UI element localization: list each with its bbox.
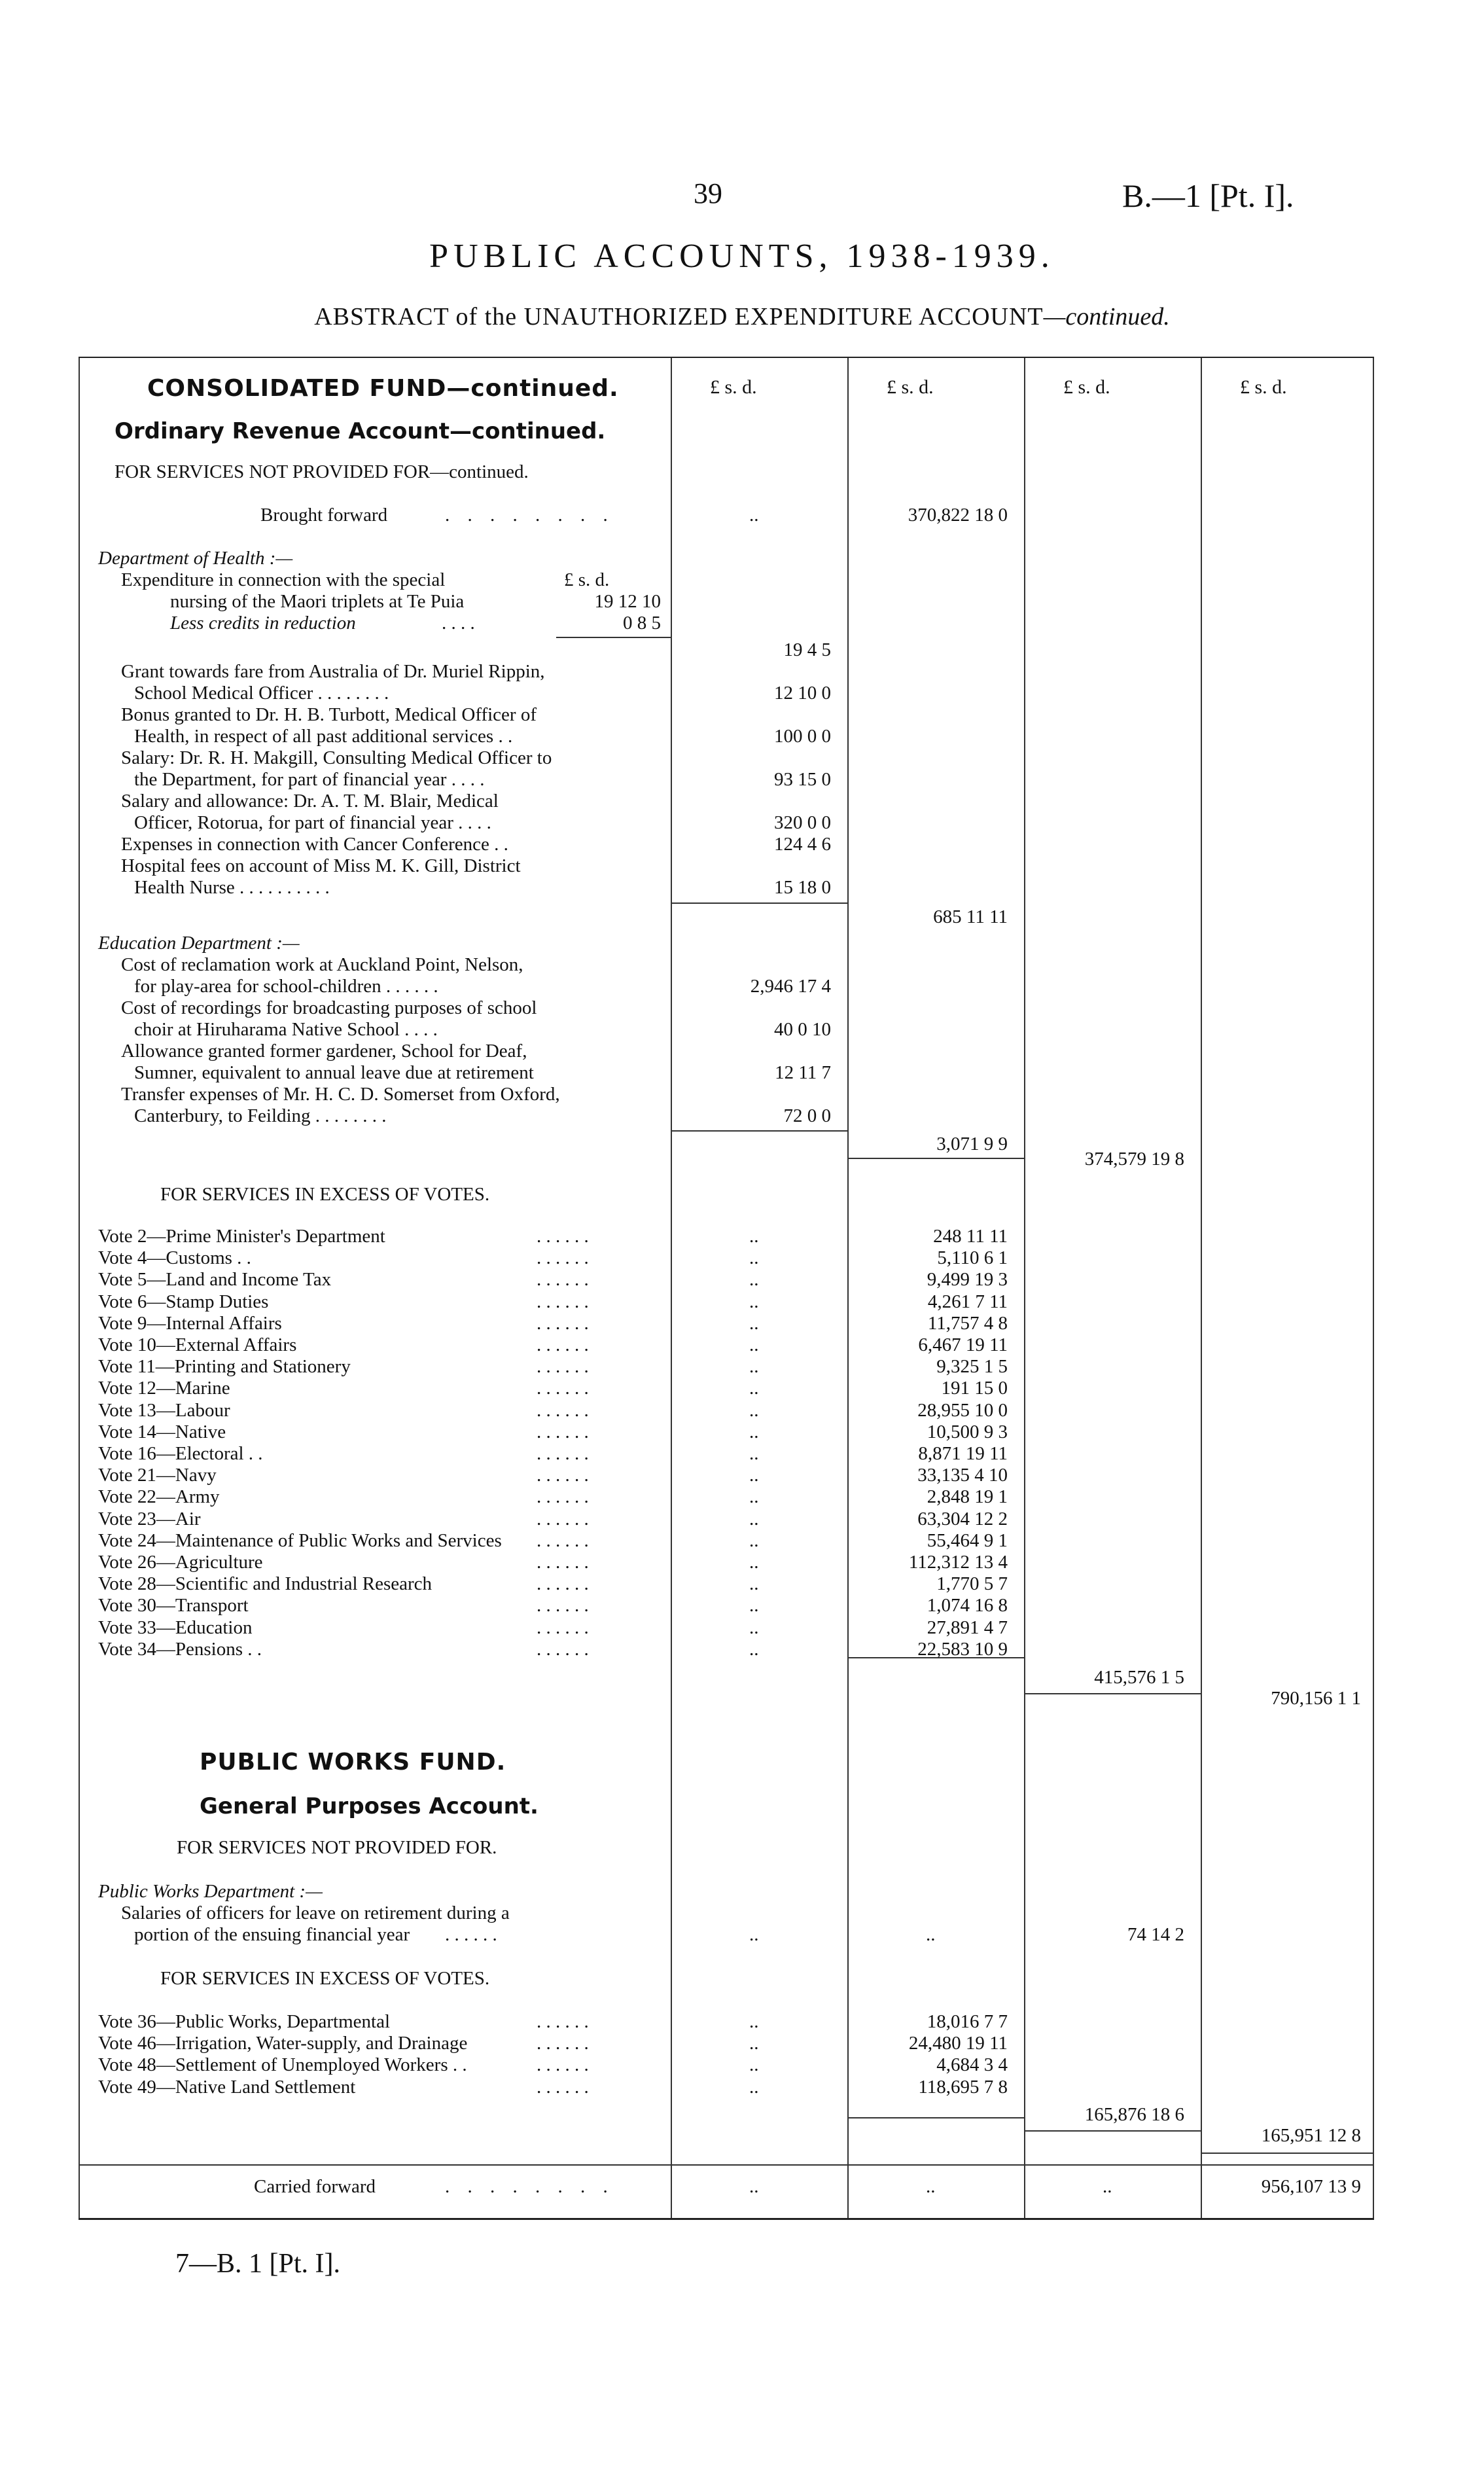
consolidated-vote-dots: . . . . . . <box>537 1312 589 1334</box>
public-works-vote-col1-marker: .. <box>749 2076 759 2098</box>
consolidated-vote-label: Vote 23—Air <box>98 1508 201 1529</box>
consolidated-vote-amount: 248 11 11 <box>933 1226 1008 1247</box>
consolidated-vote-dots: . . . . . . <box>537 1573 589 1595</box>
less-credits-label: Less credits in reduction <box>170 613 356 634</box>
health-item-6-line1: Hospital fees on account of Miss M. K. Gill, District <box>121 855 521 876</box>
public-works-vote-label: Vote 49—Native Land Settlement <box>98 2076 356 2098</box>
education-item-2-line2: choir at Hiruharama Native School . . . . <box>134 1019 438 1040</box>
education-item-1-amount: 2,946 17 4 <box>750 976 831 997</box>
not-provided-total: 374,579 19 8 <box>1084 1149 1184 1170</box>
public-works-vote-label: Vote 46—Irrigation, Water-supply, and Drainage <box>98 2033 468 2054</box>
consolidated-vote-label: Vote 28—Scientific and Industrial Research <box>98 1573 433 1595</box>
consolidated-vote-col1-marker: .. <box>749 1421 759 1442</box>
excess-total-rule <box>1024 1693 1201 1694</box>
consolidated-vote-amount: 1,770 5 7 <box>936 1573 1008 1595</box>
consolidated-vote-label: Vote 21—Navy <box>98 1465 217 1486</box>
pw-department-heading: Public Works Department :— <box>98 1881 323 1902</box>
not-provided-heading: FOR SERVICES NOT PROVIDED FOR—continued. <box>115 461 529 482</box>
consolidated-vote-col1-marker: .. <box>749 1638 759 1660</box>
page-footer: 7—B. 1 [Pt. I]. <box>175 2249 340 2279</box>
document-reference: B.—1 [Pt. I]. <box>1122 177 1294 214</box>
subtitle-continued: —continued. <box>1043 303 1170 331</box>
education-item-3-amount: 12 11 7 <box>775 1062 831 1083</box>
consolidated-vote-label: Vote 33—Education <box>98 1617 253 1638</box>
consolidated-vote-col1-marker: .. <box>749 1617 759 1638</box>
carried-forward-dots: . . . . . . . . <box>445 2176 614 2197</box>
health-item-6-line2: Health Nurse . . . . . . . . . . <box>134 877 330 898</box>
consolidated-vote-col1-marker: .. <box>749 1552 759 1573</box>
consolidated-vote-amount: 55,464 9 1 <box>927 1529 1008 1551</box>
pw-votes-rule <box>847 2117 1024 2118</box>
excess-votes-total: 415,576 1 5 <box>1094 1667 1184 1688</box>
consolidated-vote-amount: 10,500 9 3 <box>927 1421 1008 1442</box>
pw-salaries-line2: portion of the ensuing financial year <box>134 1924 410 1945</box>
col-header-3: £ s. d. <box>1063 376 1110 398</box>
health-item-1-amount: 12 10 0 <box>774 683 831 704</box>
consolidated-vote-dots: . . . . . . <box>537 1465 589 1486</box>
triplets-line1: Expenditure in connection with the special <box>121 569 446 590</box>
consolidated-fund-total: 790,156 1 1 <box>1271 1688 1361 1709</box>
consolidated-vote-col1-marker: .. <box>749 1291 759 1312</box>
consolidated-vote-amount: 8,871 19 11 <box>918 1443 1008 1464</box>
consolidated-vote-col1-marker: .. <box>749 1486 759 1508</box>
votes-rule <box>847 1657 1024 1658</box>
consolidated-vote-dots: . . . . . . <box>537 1291 589 1312</box>
consolidated-vote-dots: . . . . . . <box>537 1247 589 1269</box>
consolidated-vote-label: Vote 6—Stamp Duties <box>98 1291 269 1312</box>
consolidated-vote-label: Vote 22—Army <box>98 1486 220 1508</box>
carried-forward-amount: 956,107 13 9 <box>1261 2176 1361 2197</box>
health-total: 685 11 11 <box>933 906 1008 927</box>
education-item-1-line2: for play-area for school-children . . . . . . <box>134 976 438 997</box>
health-item-4-line1: Salary and allowance: Dr. A. T. M. Blair, Medical <box>121 791 499 812</box>
carried-forward-col3: .. <box>1103 2176 1112 2197</box>
consolidated-vote-label: Vote 4—Customs . . <box>98 1247 251 1269</box>
subtitle-main: ABSTRACT of the UNAUTHORIZED EXPENDITURE ACCOUNT <box>314 303 1044 331</box>
public-works-vote-col1-marker: .. <box>749 2054 759 2076</box>
consolidated-vote-dots: . . . . . . <box>537 1552 589 1573</box>
column-divider-3 <box>1024 358 1025 2218</box>
consolidated-vote-amount: 6,467 19 11 <box>918 1334 1008 1355</box>
consolidated-vote-amount: 4,261 7 11 <box>927 1291 1008 1312</box>
education-item-3-line2: Sumner, equivalent to annual leave due at retirement <box>134 1062 534 1083</box>
consolidated-vote-col1-marker: .. <box>749 1573 759 1595</box>
consolidated-vote-label: Vote 26—Agriculture <box>98 1552 263 1573</box>
education-item-4-amount: 72 0 0 <box>783 1105 831 1126</box>
ordinary-revenue-heading: Ordinary Revenue Account—continued. <box>115 418 606 444</box>
health-item-4-amount: 320 0 0 <box>774 812 831 833</box>
public-works-vote-amount: 4,684 3 4 <box>936 2054 1008 2076</box>
public-works-vote-col1-marker: .. <box>749 2011 759 2032</box>
health-item-1-line1: Grant towards fare from Australia of Dr. Muriel Rippin, <box>121 661 545 682</box>
consolidated-vote-label: Vote 10—External Affairs <box>98 1334 297 1355</box>
page-number: 39 <box>694 177 722 209</box>
health-item-3-line2: the Department, for part of financial year . . . . <box>134 769 485 790</box>
education-heading: Education Department :— <box>98 933 300 954</box>
col-header-2: £ s. d. <box>887 376 934 398</box>
consolidated-vote-label: Vote 12—Marine <box>98 1378 230 1399</box>
consolidated-vote-amount: 27,891 4 7 <box>927 1617 1008 1638</box>
consolidated-vote-label: Vote 5—Land and Income Tax <box>98 1269 332 1291</box>
carried-forward-label: Carried forward <box>254 2176 376 2197</box>
consolidated-vote-dots: . . . . . . <box>537 1508 589 1529</box>
consolidated-vote-amount: 5,110 6 1 <box>937 1247 1008 1269</box>
column-divider-2 <box>847 358 849 2218</box>
page-subtitle <box>0 302 1484 331</box>
table-border-left <box>79 358 80 2218</box>
pw-salaries-amount: 74 14 2 <box>1127 1924 1184 1945</box>
less-credits-dots: . . . . <box>442 613 475 634</box>
consolidated-vote-amount: 9,325 1 5 <box>936 1356 1008 1378</box>
public-works-vote-label: Vote 48—Settlement of Unemployed Workers . . <box>98 2054 467 2076</box>
consolidated-vote-amount: 63,304 12 2 <box>917 1508 1008 1529</box>
education-item-2-amount: 40 0 10 <box>774 1019 831 1040</box>
triplets-net: 19 4 5 <box>783 639 831 660</box>
pw-excess-rule <box>1024 2130 1201 2132</box>
consolidated-vote-col1-marker: .. <box>749 1312 759 1334</box>
consolidated-vote-col1-marker: .. <box>749 1247 759 1269</box>
consolidated-vote-amount: 9,499 19 3 <box>927 1269 1008 1291</box>
health-item-2-amount: 100 0 0 <box>774 726 831 747</box>
consolidated-vote-col1-marker: .. <box>749 1465 759 1486</box>
public-works-vote-label: Vote 36—Public Works, Departmental <box>98 2011 391 2032</box>
triplets-line2: nursing of the Maori triplets at Te Puia <box>170 591 465 612</box>
consolidated-vote-amount: 112,312 13 4 <box>908 1552 1008 1573</box>
consolidated-fund-heading: CONSOLIDATED FUND—continued. <box>147 375 619 402</box>
education-total: 3,071 9 9 <box>936 1134 1008 1154</box>
education-item-4-line2: Canterbury, to Feilding . . . . . . . . <box>134 1105 387 1126</box>
consolidated-vote-amount: 191 15 0 <box>941 1378 1008 1399</box>
consolidated-vote-label: Vote 34—Pensions . . <box>98 1638 262 1660</box>
pw-excess-total: 165,876 18 6 <box>1084 2104 1184 2125</box>
health-item-5-amount: 124 4 6 <box>774 834 831 855</box>
column-divider-4 <box>1201 358 1202 2218</box>
consolidated-vote-dots: . . . . . . <box>537 1595 589 1617</box>
table-border-right <box>1373 358 1374 2218</box>
public-works-vote-amount: 118,695 7 8 <box>918 2076 1008 2098</box>
less-credits-amount: 0 8 5 <box>623 613 661 634</box>
brought-forward-col1: .. <box>749 505 759 526</box>
pw-salaries-col1: .. <box>749 1924 759 1945</box>
brought-forward-label: Brought forward <box>260 505 388 526</box>
health-item-1-line2: School Medical Officer . . . . . . . . <box>134 683 389 704</box>
expenditure-table <box>79 357 1374 2220</box>
consolidated-vote-col1-marker: .. <box>749 1443 759 1464</box>
consolidated-vote-dots: . . . . . . <box>537 1334 589 1355</box>
brought-forward-amount: 370,822 18 0 <box>908 505 1008 526</box>
public-works-vote-dots: . . . . . . <box>537 2011 589 2032</box>
general-purposes-heading: General Purposes Account. <box>200 1793 539 1819</box>
public-works-vote-dots: . . . . . . <box>537 2054 589 2076</box>
consolidated-vote-col1-marker: .. <box>749 1378 759 1399</box>
pw-salaries-col2: .. <box>926 1924 936 1945</box>
consolidated-vote-label: Vote 30—Transport <box>98 1595 249 1617</box>
education-item-2-line1: Cost of recordings for broadcasting purposes of school <box>121 997 537 1018</box>
carried-forward-rule-top <box>79 2164 1373 2166</box>
consolidated-vote-dots: . . . . . . <box>537 1356 589 1378</box>
consolidated-vote-col1-marker: .. <box>749 1529 759 1551</box>
health-item-3-line1: Salary: Dr. R. H. Makgill, Consulting Medical Officer to <box>121 747 552 768</box>
consolidated-vote-col1-marker: .. <box>749 1226 759 1247</box>
consolidated-vote-amount: 28,955 10 0 <box>917 1399 1008 1421</box>
health-heading: Department of Health :— <box>98 548 293 569</box>
consolidated-vote-amount: 33,135 4 10 <box>917 1465 1008 1486</box>
consolidated-vote-label: Vote 9—Internal Affairs <box>98 1312 282 1334</box>
pw-not-provided-heading: FOR SERVICES NOT PROVIDED FOR. <box>177 1837 497 1858</box>
public-works-vote-col1-marker: .. <box>749 2033 759 2054</box>
health-item-3-amount: 93 15 0 <box>774 769 831 790</box>
consolidated-vote-label: Vote 24—Maintenance of Public Works and Services <box>98 1529 502 1551</box>
public-works-fund-heading: PUBLIC WORKS FUND. <box>200 1749 506 1776</box>
carried-forward-col1: .. <box>749 2176 759 2197</box>
education-item-1-line1: Cost of reclamation work at Auckland Point, Nelson, <box>121 954 523 975</box>
pw-salaries-dots: . . . . . . <box>445 1924 497 1945</box>
health-item-5-line1: Expenses in connection with Cancer Conference . . <box>121 834 508 855</box>
consolidated-vote-col1-marker: .. <box>749 1508 759 1529</box>
consolidated-vote-dots: . . . . . . <box>537 1638 589 1660</box>
health-item-4-line2: Officer, Rotorua, for part of financial year . . . . <box>134 812 491 833</box>
consolidated-vote-col1-marker: .. <box>749 1356 759 1378</box>
health-item-6-amount: 15 18 0 <box>774 877 831 898</box>
consolidated-vote-dots: . . . . . . <box>537 1486 589 1508</box>
consolidated-vote-label: Vote 2—Prime Minister's Department <box>98 1226 385 1247</box>
brought-forward-dots: . . . . . . . . <box>445 505 614 526</box>
education-item-3-line1: Allowance granted former gardener, School for Deaf, <box>121 1041 527 1062</box>
education-item-4-line1: Transfer expenses of Mr. H. C. D. Somerset from Oxford, <box>121 1084 560 1105</box>
consolidated-vote-dots: . . . . . . <box>537 1269 589 1291</box>
consolidated-vote-dots: . . . . . . <box>537 1421 589 1442</box>
consolidated-vote-dots: . . . . . . <box>537 1226 589 1247</box>
col-header-1: £ s. d. <box>710 376 757 398</box>
health-item-2-line2: Health, in respect of all past additional services . . <box>134 726 513 747</box>
consolidated-vote-label: Vote 14—Native <box>98 1421 226 1442</box>
not-provided-rule <box>847 1158 1024 1159</box>
col-header-4: £ s. d. <box>1240 376 1287 398</box>
consolidated-vote-col1-marker: .. <box>749 1269 759 1291</box>
health-rule <box>671 902 847 904</box>
excess-votes-heading: FOR SERVICES IN EXCESS OF VOTES. <box>160 1184 490 1205</box>
public-works-fund-total: 165,951 12 8 <box>1261 2125 1361 2146</box>
consolidated-vote-dots: . . . . . . <box>537 1617 589 1638</box>
public-works-vote-amount: 18,016 7 7 <box>927 2011 1008 2032</box>
consolidated-vote-col1-marker: .. <box>749 1399 759 1421</box>
consolidated-vote-amount: 1,074 16 8 <box>927 1595 1008 1617</box>
public-works-vote-dots: . . . . . . <box>537 2033 589 2054</box>
public-works-vote-dots: . . . . . . <box>537 2076 589 2098</box>
consolidated-vote-label: Vote 13—Labour <box>98 1399 230 1421</box>
consolidated-vote-col1-marker: .. <box>749 1334 759 1355</box>
triplets-gross: 19 12 10 <box>594 591 661 612</box>
pw-salaries-line1: Salaries of officers for leave on retirement during a <box>121 1903 510 1923</box>
pw-excess-votes-heading: FOR SERVICES IN EXCESS OF VOTES. <box>160 1968 490 1989</box>
pw-fund-rule <box>1201 2153 1373 2154</box>
consolidated-vote-label: Vote 16—Electoral . . <box>98 1443 263 1464</box>
consolidated-vote-amount: 2,848 19 1 <box>927 1486 1008 1508</box>
public-works-vote-amount: 24,480 19 11 <box>908 2033 1008 2054</box>
consolidated-vote-dots: . . . . . . <box>537 1378 589 1399</box>
page-title: PUBLIC ACCOUNTS, 1938-1939. <box>429 238 1055 275</box>
triplets-currency-header: £ s. d. <box>564 569 610 590</box>
education-rule <box>671 1130 847 1132</box>
triplets-rule <box>556 637 671 638</box>
consolidated-vote-amount: 11,757 4 8 <box>927 1312 1008 1334</box>
consolidated-vote-dots: . . . . . . <box>537 1443 589 1464</box>
consolidated-vote-dots: . . . . . . <box>537 1399 589 1421</box>
consolidated-vote-label: Vote 11—Printing and Stationery <box>98 1356 351 1378</box>
column-divider-1 <box>671 358 672 2218</box>
consolidated-vote-amount: 22,583 10 9 <box>917 1638 1008 1660</box>
consolidated-vote-dots: . . . . . . <box>537 1529 589 1551</box>
consolidated-vote-col1-marker: .. <box>749 1595 759 1617</box>
health-item-2-line1: Bonus granted to Dr. H. B. Turbott, Medical Officer of <box>121 704 537 725</box>
carried-forward-col2: .. <box>926 2176 936 2197</box>
